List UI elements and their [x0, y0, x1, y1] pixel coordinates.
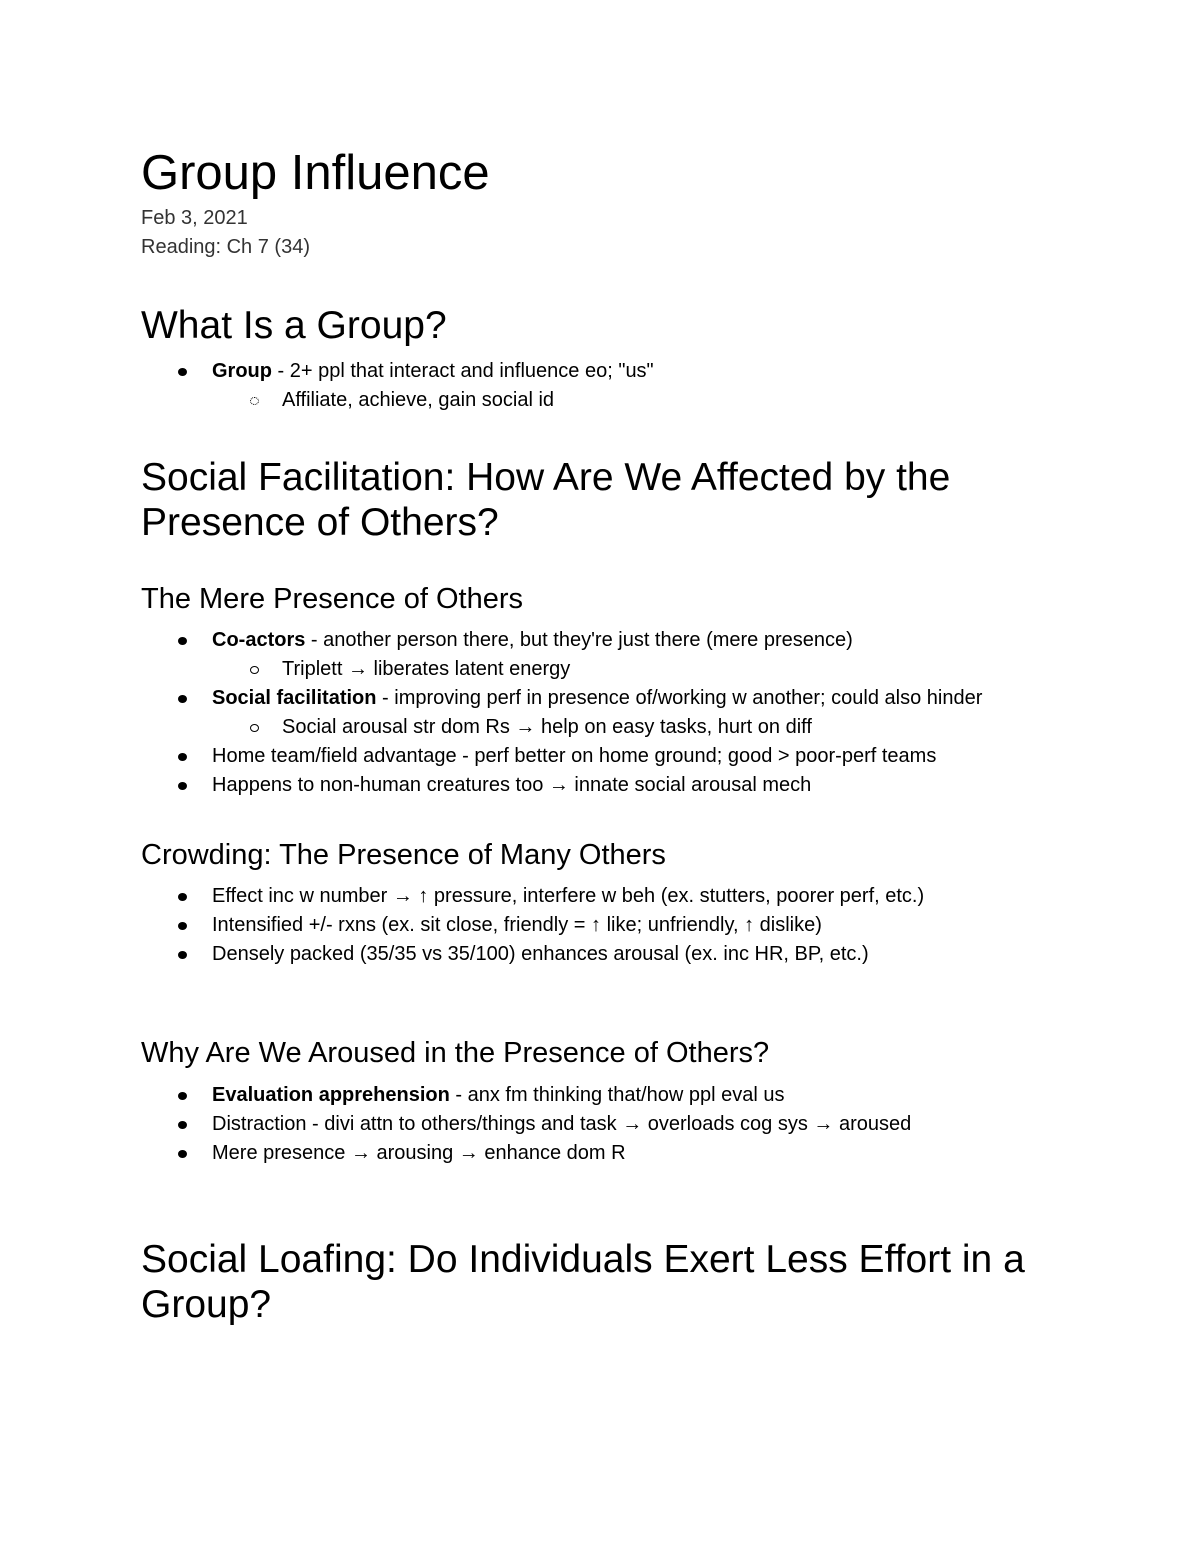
item-text: Distraction - divi attn to others/things and task → overloads cog sys → aroused — [212, 1113, 912, 1135]
subheading-why-aroused: Why Are We Aroused in the Presence of Others? — [141, 1037, 770, 1069]
bullet-dot-icon — [178, 695, 187, 703]
item-text: Home team/field advantage - perf better on home ground; good > poor-perf teams — [212, 745, 937, 767]
list-item — [141, 911, 1041, 940]
list-crowding — [141, 882, 1041, 969]
list-item — [141, 1081, 981, 1110]
bullet-ring-icon — [250, 724, 259, 732]
page-title: Group Influence — [141, 146, 490, 200]
list-item — [141, 882, 1041, 911]
reading-assignment: Reading: Ch 7 (34) — [141, 236, 310, 258]
item-text: Densely packed (35/35 vs 35/100) enhances arousal (ex. inc HR, BP, etc.) — [212, 943, 869, 965]
bullet-dot-icon — [178, 893, 187, 901]
item-text: Social arousal str dom Rs → help on easy tasks, hurt on diff — [282, 716, 812, 738]
item-text: Effect inc w number → ↑ pressure, interfere w beh (ex. stutters, poorer perf, etc.) — [212, 885, 925, 907]
heading-social-facilitation: Social Facilitation: How Are We Affected by the Presence of Others? — [141, 456, 951, 544]
bullet-dot-icon — [178, 1150, 187, 1158]
subheading-mere-presence: The Mere Presence of Others — [141, 583, 523, 615]
bullet-ring-icon — [250, 397, 259, 405]
item-text: Happens to non-human creatures too → innate social arousal mech — [212, 774, 812, 796]
heading-what-is-a-group: What Is a Group? — [141, 304, 447, 347]
document-date: Feb 3, 2021 — [141, 207, 248, 229]
list-item — [141, 771, 1061, 800]
bullet-dot-icon — [178, 1121, 187, 1129]
list-item — [141, 1139, 981, 1168]
bullet-ring-icon — [250, 666, 259, 674]
item-text: - anx fm thinking that/how ppl eval us — [449, 1084, 785, 1106]
list-item — [141, 386, 1061, 415]
subheading-crowding: Crowding: The Presence of Many Others — [141, 839, 666, 871]
bullet-dot-icon — [178, 951, 187, 959]
term-evaluation-apprehension: Evaluation apprehension — [212, 1084, 450, 1106]
item-text: Affiliate, achieve, gain social id — [282, 389, 555, 411]
list-why-aroused — [141, 1081, 981, 1168]
item-text: - another person there, but they're just there (mere presence) — [305, 629, 853, 651]
heading-social-loafing: Social Loafing: Do Individuals Exert Less Effort in a Group? — [141, 1238, 1025, 1326]
bullet-dot-icon — [178, 782, 187, 790]
list-item — [141, 1110, 981, 1139]
list-item — [141, 684, 1061, 713]
list-item — [141, 655, 1061, 684]
item-text: - improving perf in presence of/working w another; could also hinder — [376, 687, 983, 709]
list-item — [141, 742, 1061, 771]
item-text: Intensified +/- rxns (ex. sit close, friendly = ↑ like; unfriendly, ↑ dislike) — [212, 914, 822, 936]
bullet-dot-icon — [178, 922, 187, 930]
term-social-facilitation: Social facilitation — [212, 687, 377, 709]
list-item — [141, 357, 1061, 386]
term-co-actors: Co-actors — [212, 629, 306, 651]
list-item — [141, 940, 1041, 969]
item-text: - 2+ ppl that interact and influence eo; "us" — [272, 360, 654, 382]
list-what-is-a-group — [141, 357, 1061, 415]
item-text: Mere presence → arousing → enhance dom R — [212, 1142, 626, 1164]
bullet-dot-icon — [178, 1092, 187, 1100]
bullet-dot-icon — [178, 753, 187, 761]
list-item — [141, 626, 1061, 655]
list-mere-presence — [141, 626, 1061, 800]
term-group: Group — [212, 360, 272, 382]
list-item — [141, 713, 1061, 742]
bullet-dot-icon — [178, 637, 187, 645]
bullet-dot-icon — [178, 368, 187, 376]
item-text: Triplett → liberates latent energy — [282, 658, 571, 680]
